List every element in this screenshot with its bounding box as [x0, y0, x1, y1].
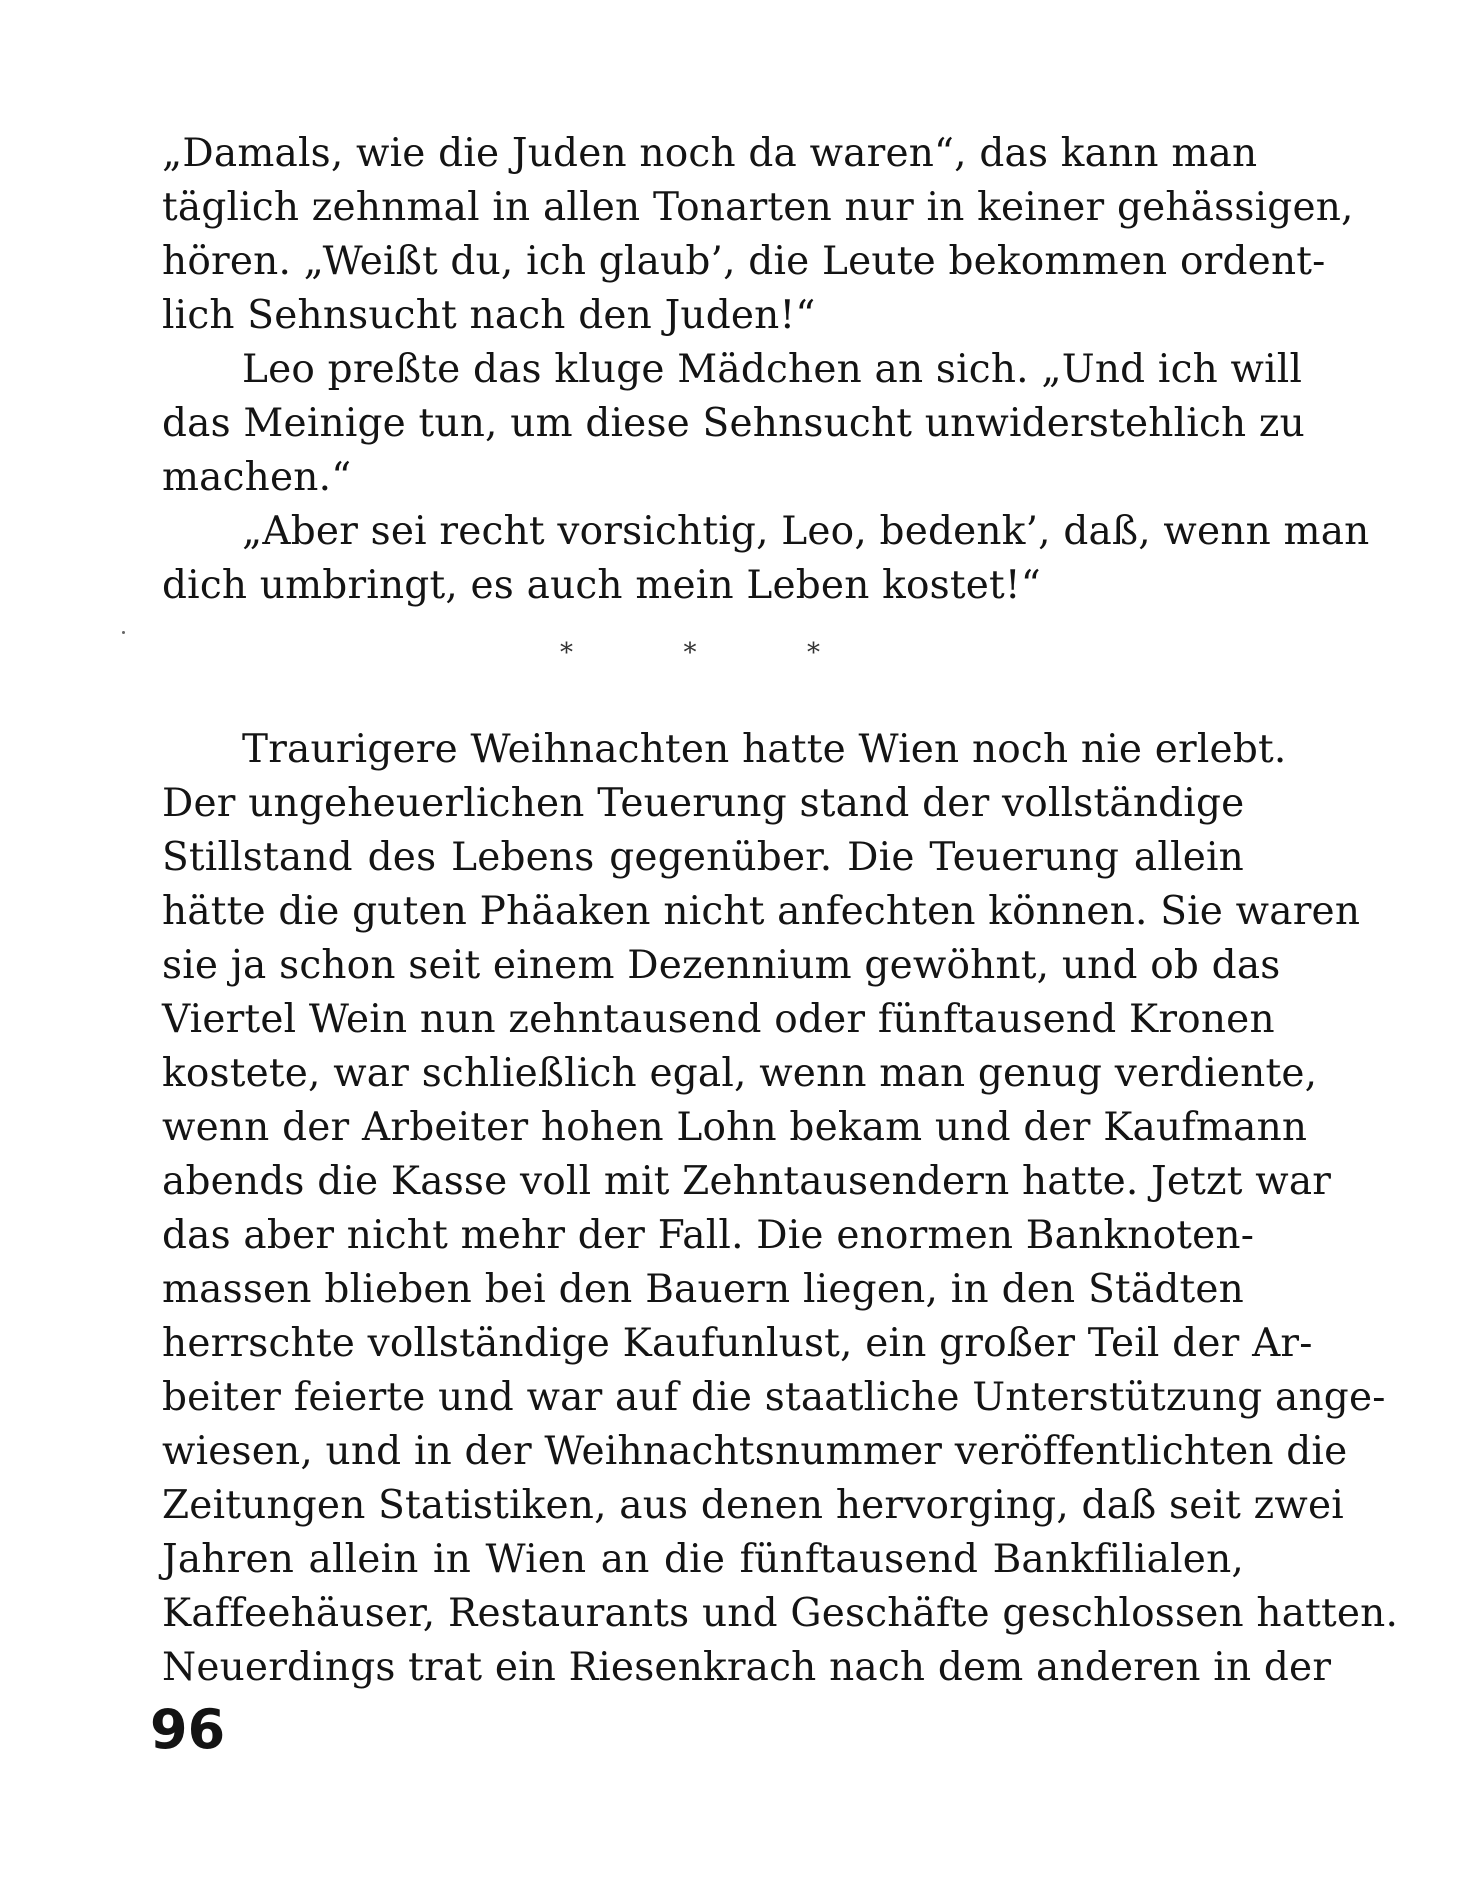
text-line: täglich zehnmal in allen Tonarten nur in keiner gehässigen, [162, 185, 1354, 230]
text-line: Stillstand des Lebens gegenüber. Die Teuerung allein [162, 835, 1244, 880]
section-separator [560, 638, 820, 668]
text-line: hätte die guten Phäaken nicht anfechten können. Sie waren [162, 889, 1361, 934]
text-line: Der ungeheuerlichen Teuerung stand der vollständige [162, 781, 1245, 826]
separator-asterisk: * [683, 638, 697, 668]
text-line: Traurigere Weihnachten hatte Wien noch nie erlebt. [242, 727, 1287, 772]
text-line: Zeitungen Statistiken, aus denen hervorging, daß seit zwei [162, 1483, 1344, 1528]
text-line: Viertel Wein nun zehntausend oder fünftausend Kronen [162, 997, 1275, 1042]
text-line: „Aber sei recht vorsichtig, Leo, bedenk’, daß, wenn man [242, 509, 1370, 554]
separator-asterisk: * [807, 638, 820, 668]
text-line: sie ja schon seit einem Dezennium gewöhnt, und ob das [162, 943, 1281, 988]
text-line: Leo preßte das kluge Mädchen an sich. „Und ich will [242, 347, 1303, 392]
paragraph-1 [162, 127, 1354, 343]
text-line: hören. „Weißt du, ich glaub’, die Leute bekommen ordent- [162, 239, 1326, 284]
text-line: kostete, war schließlich egal, wenn man genug verdiente, [162, 1051, 1318, 1096]
text-block-top [162, 127, 1370, 613]
text-line: „Damals, wie die Juden noch da waren“, das kann man [162, 131, 1258, 176]
separator-asterisk: * [560, 638, 573, 668]
paragraph-4 [162, 723, 1399, 1695]
text-line: lich Sehnsucht nach den Juden!“ [162, 293, 816, 338]
page-number: 96 [150, 1698, 226, 1761]
paragraph-2 [162, 343, 1305, 505]
text-line: wenn der Arbeiter hohen Lohn bekam und der Kaufmann [162, 1105, 1308, 1150]
text-line: abends die Kasse voll mit Zehntausendern hatte. Jetzt war [162, 1159, 1332, 1204]
margin-speck [122, 631, 125, 634]
text-line: herrschte vollständige Kaufunlust, ein großer Teil der Ar- [162, 1321, 1313, 1366]
text-line: das aber nicht mehr der Fall. Die enormen Banknoten- [162, 1213, 1255, 1258]
text-line: das Meinige tun, um diese Sehnsucht unwiderstehlich zu [162, 401, 1305, 446]
text-line: Kaffeehäuser, Restaurants und Geschäfte geschlossen hatten. [162, 1591, 1399, 1636]
text-line: Neuerdings trat ein Riesenkrach nach dem anderen in der [162, 1645, 1332, 1690]
text-line: dich umbringt, es auch mein Leben kostet!“ [162, 563, 1041, 608]
text-line: wiesen, und in der Weihnachtsnummer veröffentlichten die [162, 1429, 1348, 1474]
text-line: massen blieben bei den Bauern liegen, in den Städten [162, 1267, 1244, 1312]
paragraph-3 [162, 505, 1370, 613]
text-block-bottom [162, 723, 1399, 1695]
text-line: machen.“ [162, 455, 352, 500]
text-line: beiter feierte und war auf die staatliche Unterstützung ange- [162, 1375, 1386, 1420]
text-line: Jahren allein in Wien an die fünftausend Bankfilialen, [162, 1537, 1244, 1582]
